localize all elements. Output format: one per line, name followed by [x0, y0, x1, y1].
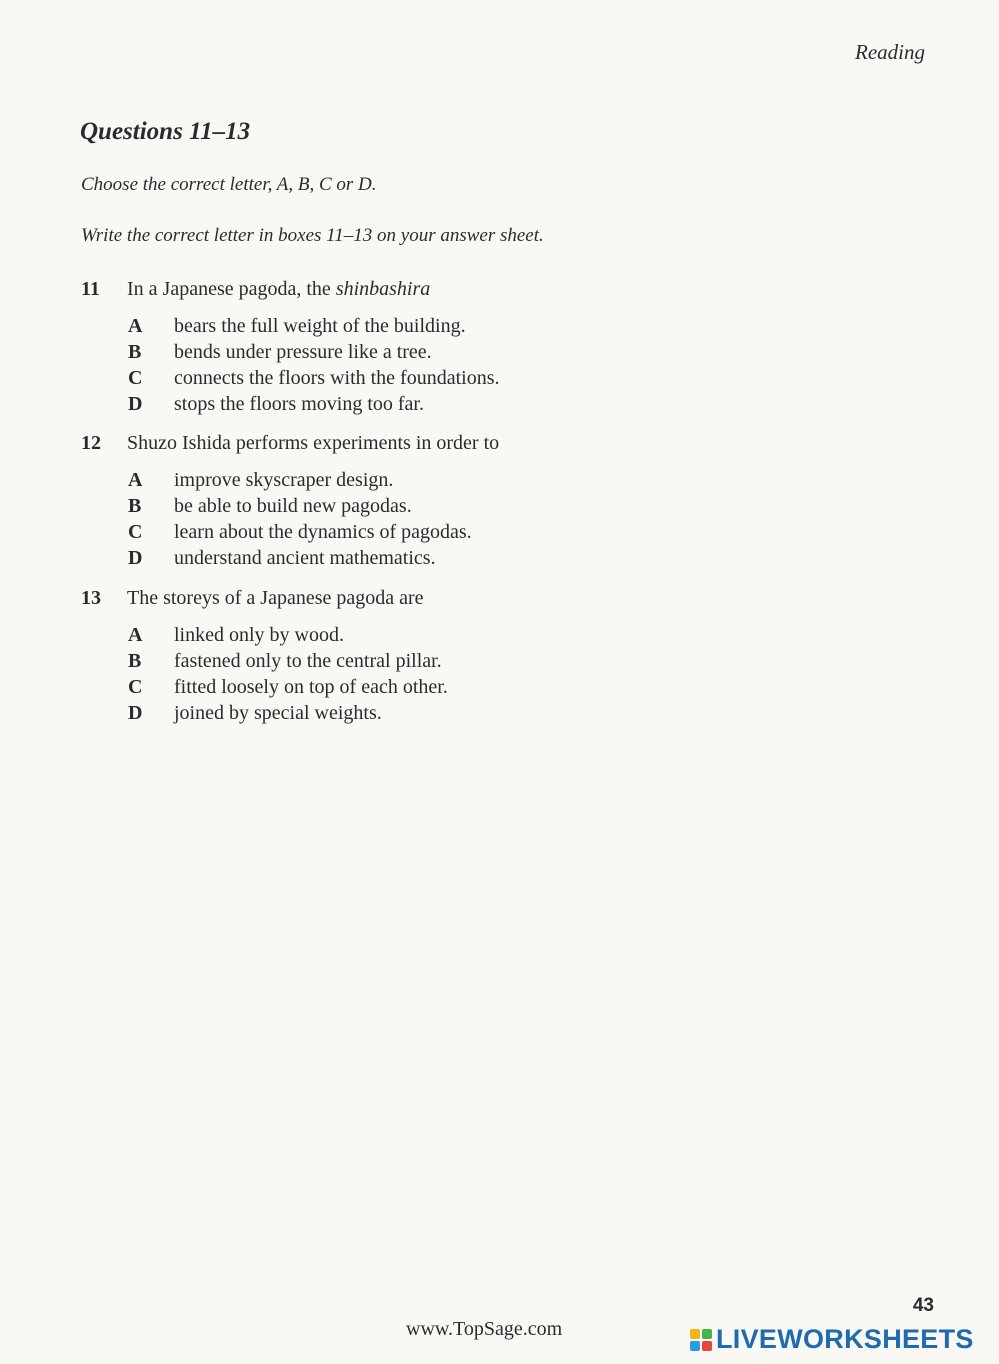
option-b[interactable] [128, 493, 781, 519]
option-text: stops the floors moving too far. [174, 393, 424, 415]
section-title: Questions 11–13 [80, 118, 251, 145]
question-stem [81, 276, 781, 302]
question-number: 12 [81, 432, 101, 454]
option-d[interactable] [128, 545, 781, 571]
option-c[interactable] [128, 519, 781, 545]
instruction-write-letter: Write the correct letter in boxes 11–13 on your answer sheet. [81, 225, 544, 246]
option-c[interactable] [128, 365, 781, 391]
question-text-prefix: In a Japanese pagoda, the [127, 278, 336, 300]
logo-cell-green [702, 1329, 712, 1339]
option-list [128, 313, 781, 417]
option-letter: D [128, 702, 143, 724]
option-b[interactable] [128, 339, 781, 365]
option-letter: A [128, 624, 143, 646]
option-c[interactable] [128, 674, 781, 700]
option-b[interactable] [128, 648, 781, 674]
option-letter: C [128, 676, 143, 698]
running-head: Reading [855, 40, 925, 64]
question-text: Shuzo Ishida performs experiments in order to [127, 432, 500, 454]
question-term: shinbashira [335, 278, 431, 300]
logo-cell-yellow [690, 1329, 700, 1339]
option-text: learn about the dynamics of pagodas. [174, 521, 472, 543]
option-text: improve skyscraper design. [174, 469, 394, 491]
option-a[interactable] [128, 622, 781, 648]
option-a[interactable] [128, 467, 781, 493]
option-list [128, 622, 781, 726]
option-letter: A [128, 469, 143, 491]
liveworksheets-logo-icon [690, 1329, 712, 1351]
option-d[interactable] [128, 700, 781, 726]
option-letter: B [128, 495, 142, 517]
option-letter: D [128, 547, 143, 569]
option-text: understand ancient mathematics. [174, 547, 436, 569]
option-letter: C [128, 367, 143, 389]
option-text: joined by special weights. [174, 702, 382, 724]
option-letter: B [128, 341, 142, 363]
option-d[interactable] [128, 391, 781, 417]
question-stem [81, 585, 781, 611]
option-letter: D [128, 393, 143, 415]
question-text: The storeys of a Japanese pagoda are [127, 587, 424, 609]
option-text: fitted loosely on top of each other. [174, 676, 448, 698]
question-11 [81, 276, 781, 417]
question-number: 11 [81, 278, 100, 300]
option-text: connects the floors with the foundations. [174, 367, 500, 389]
option-text: linked only by wood. [174, 624, 344, 646]
logo-cell-blue [690, 1341, 700, 1351]
footer-url: www.TopSage.com [406, 1318, 563, 1340]
logo-cell-red [702, 1341, 712, 1351]
option-a[interactable] [128, 313, 781, 339]
option-list [128, 467, 781, 571]
page-number: 43 [912, 1295, 934, 1316]
option-text: be able to build new pagodas. [174, 495, 412, 517]
liveworksheets-brand[interactable] [690, 1324, 974, 1355]
option-letter: B [128, 650, 142, 672]
option-letter: C [128, 521, 143, 543]
option-text: fastened only to the central pillar. [174, 650, 442, 672]
option-text: bends under pressure like a tree. [174, 341, 432, 363]
instruction-choose-letter: Choose the correct letter, A, B, C or D. [81, 174, 377, 195]
question-13 [81, 585, 781, 726]
question-text [127, 276, 430, 302]
question-12 [81, 430, 781, 571]
option-letter: A [128, 315, 143, 337]
option-text: bears the full weight of the building. [174, 315, 466, 337]
liveworksheets-wordmark: LIVEWORKSHEETS [716, 1324, 974, 1354]
question-number: 13 [81, 587, 101, 609]
question-stem [81, 430, 781, 456]
